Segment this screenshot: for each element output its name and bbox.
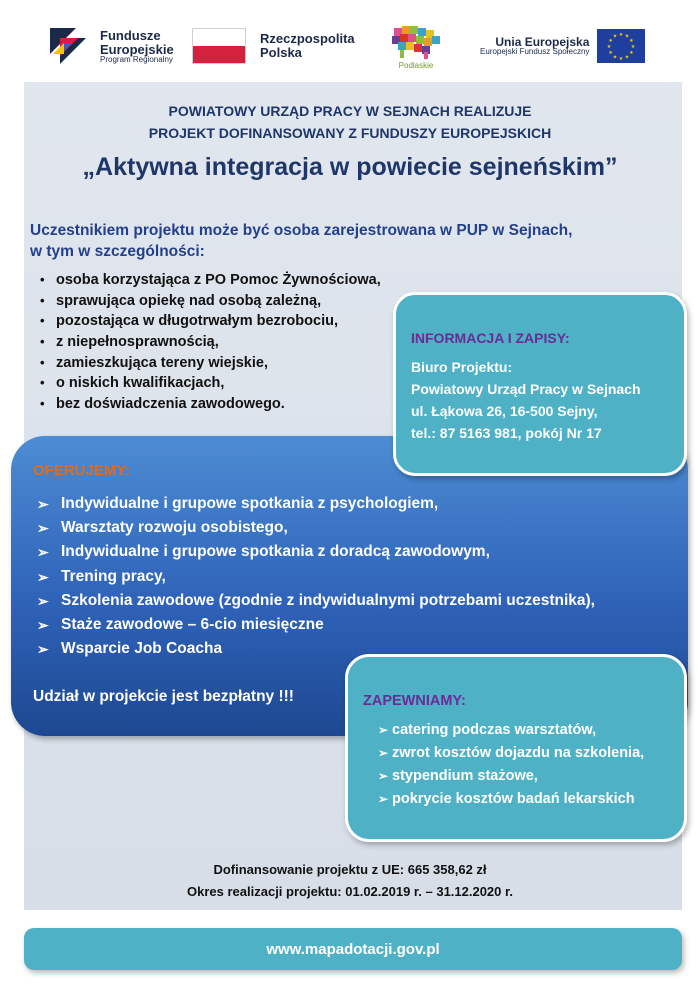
list-item: ➢ Warsztaty rozwoju osobistego,	[37, 516, 595, 540]
arrow-bullet-icon: ➢	[37, 496, 49, 512]
bullet-icon: •	[40, 292, 45, 308]
list-item: ➢ Indywidualne i grupowe spotkania z psychologiem,	[37, 492, 595, 516]
provide-list	[378, 719, 644, 811]
eligibility-list	[40, 270, 381, 415]
info-box	[393, 292, 687, 476]
info-address: ul. Łąkowa 26, 16-500 Sejny,	[411, 403, 598, 419]
rp-line2: Polska	[260, 45, 302, 60]
fe-line1: Fundusze	[100, 28, 161, 44]
logo-rzeczpospolita-polska	[192, 28, 355, 64]
provide-box	[345, 654, 687, 842]
svg-text:★: ★	[608, 50, 614, 56]
arrow-bullet-icon: ➢	[37, 641, 49, 658]
svg-text:★: ★	[608, 38, 614, 44]
bullet-icon: •	[40, 272, 45, 287]
intro-line1: Uczestnikiem projektu może być osoba zarejestrowana w PUP w Sejnach,	[30, 222, 573, 239]
rp-line1: Rzeczpospolita	[260, 31, 355, 47]
list-item: ➢ Indywidualne i grupowe spotkania z doradcą zawodowym,	[37, 540, 595, 564]
header-line1: POWIATOWY URZĄD PRACY W SEJNACH REALIZUJE	[168, 103, 532, 119]
project-period: Okres realizacji projektu: 01.02.2019 r. – 31.12.2020 r.	[187, 884, 513, 899]
list-item: • zamieszkująca tereny wiejskie,	[40, 353, 381, 374]
arrow-bullet-icon: ➢	[37, 520, 49, 537]
header-line2: PROJEKT DOFINANSOWANY Z FUNDUSZY EUROPEJSKICH	[148, 125, 552, 141]
intro-line2: w tym w szczególności:	[30, 243, 205, 260]
info-line2: Powiatowy Urząd Pracy w Sejnach	[411, 381, 641, 397]
arrow-bullet-icon: ➢	[37, 592, 49, 609]
svg-text:★: ★	[625, 54, 630, 61]
list-item: • o niskich kwalifikacjach,	[40, 373, 381, 394]
arrow-bullet-icon: ➢	[37, 616, 49, 633]
list-item: • z niepełnosprawnością,	[40, 332, 381, 353]
svg-text:★: ★	[619, 32, 624, 38]
eu-flag-icon	[597, 29, 645, 63]
list-item: ➢ Szkolenia zawodowe (zgodnie z indywidualnymi potrzebami uczestnika),	[37, 589, 595, 613]
list-item: • bez doświadczenia zawodowego.	[40, 394, 381, 415]
svg-text:★: ★	[619, 56, 624, 62]
bullet-icon: •	[40, 375, 45, 391]
list-item: ➢ Staże zawodowe – 6-cio miesięczne	[37, 613, 595, 637]
arrow-bullet-icon: ➢	[37, 544, 49, 561]
svg-text:★: ★	[613, 54, 618, 61]
intro-text	[30, 220, 572, 262]
list-item: ➢ Wsparcie Job Coacha	[37, 637, 595, 661]
svg-text:★: ★	[629, 50, 635, 56]
list-item: ➢ Trening pracy,	[37, 565, 595, 589]
ue-line2: Europejski Fundusz Społeczny	[480, 47, 590, 57]
website-link[interactable]: www.mapadotacji.gov.pl	[24, 928, 682, 970]
offer-title: OFERUJEMY:	[33, 462, 131, 479]
svg-text:★: ★	[629, 38, 635, 44]
arrow-bullet-icon: ➢	[378, 723, 389, 737]
list-item: ➢ catering podczas warsztatów,	[378, 719, 644, 742]
polish-flag-icon	[192, 28, 246, 64]
info-line1: Biuro Projektu:	[411, 359, 513, 375]
list-item: • osoba korzystająca z PO Pomoc Żywnościowa,	[40, 270, 381, 291]
arrow-bullet-icon: ➢	[378, 792, 389, 806]
free-participation-text: Udział w projekcie jest bezpłatny !!!	[33, 688, 294, 705]
podlaskie-label: Podlaskie	[398, 61, 434, 70]
bison-mosaic-icon	[388, 22, 444, 60]
arrow-bullet-icon: ➢	[37, 568, 49, 585]
bullet-icon: •	[40, 354, 45, 370]
project-title: „Aktywna integracja w powiecie sejneńskim”	[82, 153, 618, 181]
bullet-icon: •	[40, 396, 45, 412]
fe-star-mark-icon	[46, 24, 92, 70]
funding-amount: Dofinansowanie projektu z UE: 665 358,62 zł	[213, 862, 487, 877]
svg-text:★: ★	[607, 44, 612, 50]
list-item: • pozostająca w długotrwałym bezrobociu,	[40, 311, 381, 332]
info-phone: tel.: 87 5163 981, pokój Nr 17	[411, 425, 602, 441]
fe-line2: Europejskie	[100, 41, 174, 57]
provide-title: ZAPEWNIAMY:	[363, 693, 466, 709]
ue-line1: Unia Europejska	[495, 34, 590, 49]
info-title: INFORMACJA I ZAPISY:	[411, 330, 570, 346]
bullet-icon: •	[40, 334, 45, 350]
list-item: • sprawująca opiekę nad osobą zależną,	[40, 291, 381, 312]
list-item: ➢ pokrycie kosztów badań lekarskich	[378, 788, 644, 811]
fe-line3: Program Regionalny	[100, 55, 173, 65]
list-item: ➢ zwrot kosztów dojazdu na szkolenia,	[378, 742, 644, 765]
bullet-icon: •	[40, 313, 45, 329]
arrow-bullet-icon: ➢	[378, 769, 389, 783]
svg-text:★: ★	[613, 33, 618, 40]
offer-list	[37, 492, 595, 661]
logo-fundusze-europejskie	[46, 24, 174, 70]
logo-strip	[0, 0, 700, 80]
list-item: ➢ stypendium stażowe,	[378, 765, 644, 788]
svg-text:★: ★	[631, 44, 636, 50]
arrow-bullet-icon: ➢	[378, 746, 389, 760]
logo-podlaskie	[388, 22, 444, 70]
svg-text:★: ★	[625, 33, 630, 40]
logo-unia-europejska	[480, 29, 645, 63]
